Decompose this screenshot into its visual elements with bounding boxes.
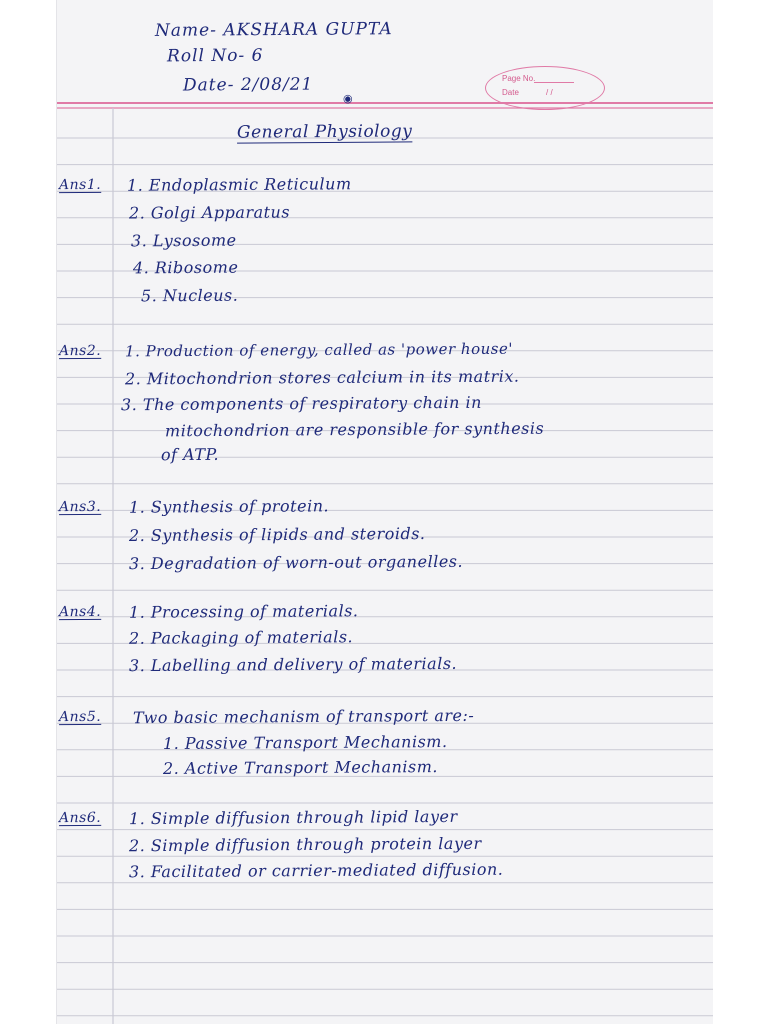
student-name: Name- AKSHARA GUPTA — [154, 19, 393, 41]
answer-3-line-3: 3. Degradation of worn-out organelles. — [128, 551, 464, 574]
answer-5-line-2: 1. Passive Transport Mechanism. — [162, 732, 448, 753]
ink-mark: ◉ — [343, 92, 353, 105]
answer-5-line-3: 2. Active Transport Mechanism. — [162, 757, 439, 778]
answer-2-line-4: mitochondrion are responsible for synthesis — [164, 418, 545, 441]
answer-4-line-2: 2. Packaging of materials. — [128, 627, 354, 648]
notebook-page — [56, 0, 713, 1024]
answer-4-label: Ans4. — [58, 603, 102, 621]
answer-3-label: Ans3. — [58, 498, 102, 516]
answer-3-line-2: 2. Synthesis of lipids and steroids. — [128, 523, 426, 546]
answer-1-line-2: 2. Golgi Apparatus — [128, 202, 291, 223]
date-line: Date- 2/08/21 — [182, 74, 314, 96]
answer-2-line-2: 2. Mitochondrion stores calcium in its matrix. — [124, 366, 520, 389]
answer-1-line-4: 4. Ribosome — [132, 257, 239, 278]
page-title: General Physiology — [236, 121, 413, 143]
date-slots: / / — [546, 88, 553, 97]
answer-2-line-5: of ATP. — [160, 444, 220, 465]
answer-1-line-5: 5. Nucleus. — [140, 285, 239, 306]
answer-6-line-1: 1. Simple diffusion through lipid layer — [128, 806, 458, 829]
answer-1-line-1: 1. Endoplasmic Reticulum — [126, 174, 352, 195]
answer-2-line-1: 1. Production of energy, called as 'power house' — [124, 339, 513, 361]
answer-6-line-2: 2. Simple diffusion through protein layer — [128, 833, 482, 856]
answer-1-line-3: 3. Lysosome — [130, 230, 237, 251]
date-label: Date — [502, 88, 519, 97]
page-stamp — [485, 66, 605, 110]
answer-5-line-1: Two basic mechanism of transport are:- — [132, 705, 475, 728]
answer-6-line-3: 3. Facilitated or carrier-mediated diffusion. — [128, 859, 504, 882]
answer-3-line-1: 1. Synthesis of protein. — [128, 496, 330, 517]
page-no-label: Page No. — [502, 74, 536, 83]
answer-2-label: Ans2. — [58, 342, 102, 360]
answer-6-label: Ans6. — [58, 809, 102, 827]
answer-4-line-1: 1. Processing of materials. — [128, 601, 359, 622]
answer-4-line-3: 3. Labelling and delivery of materials. — [128, 653, 458, 676]
roll-number: Roll No- 6 — [166, 45, 264, 67]
answer-1-label: Ans1. — [58, 176, 102, 194]
answer-2-line-3: 3. The components of respiratory chain in — [120, 392, 482, 415]
answer-5-label: Ans5. — [58, 708, 102, 726]
